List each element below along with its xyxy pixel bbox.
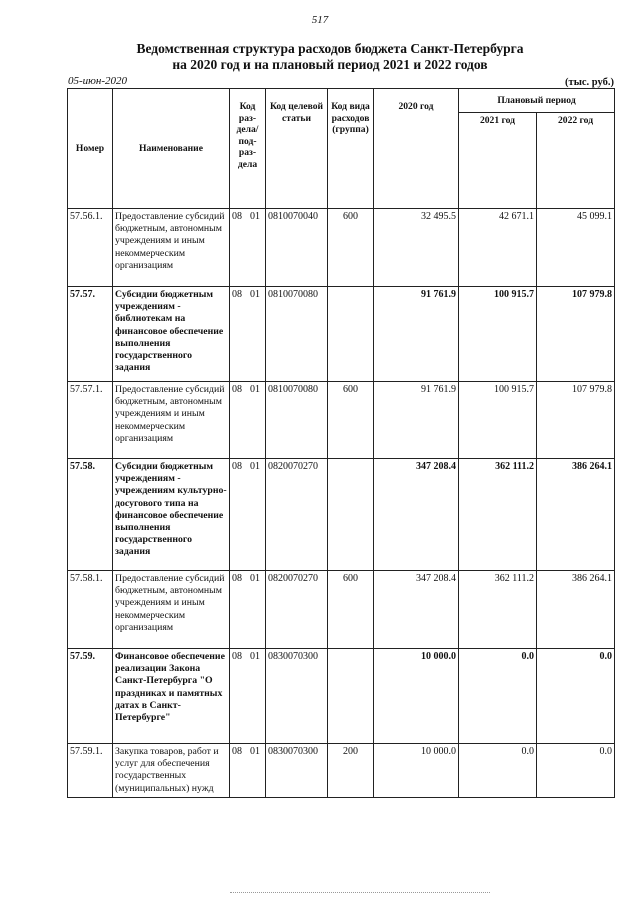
row-value-2021: 362 111.2	[459, 459, 537, 571]
row-subsection: 01	[250, 289, 260, 300]
row-section: 08	[232, 461, 242, 472]
table-row	[68, 744, 615, 798]
table-row	[68, 209, 615, 287]
row-value-2020: 91 761.9	[374, 382, 459, 459]
row-value-2020: 347 208.4	[374, 571, 459, 649]
row-section-code	[230, 649, 266, 744]
row-number: 57.56.1.	[68, 209, 113, 287]
document-date: 05-июн-2020	[68, 75, 128, 87]
row-value-2022: 0.0	[537, 744, 615, 798]
row-value-2022: 45 099.1	[537, 209, 615, 287]
row-name: Закупка товаров, работ и услуг для обеспечения государственных (муниципальных) нужд	[113, 744, 230, 798]
row-name: Предоставление субсидий бюджетным, автономным учреждениям и иным некоммерческим организациям	[113, 209, 230, 287]
row-value-2020: 10 000.0	[374, 649, 459, 744]
row-expense-type: 200	[328, 744, 374, 798]
row-target-code: 0810070080	[266, 382, 328, 459]
header-number: Номер	[68, 89, 113, 209]
header-section-code: Код раз-дела/ под-раз-дела	[230, 89, 266, 209]
row-value-2022: 107 979.8	[537, 287, 615, 382]
row-section-code	[230, 382, 266, 459]
row-subsection: 01	[250, 746, 260, 757]
header-year-2022: 2022 год	[537, 113, 615, 209]
table-row	[68, 649, 615, 744]
row-subsection: 01	[250, 573, 260, 584]
row-expense-type	[328, 459, 374, 571]
row-subsection: 01	[250, 461, 260, 472]
row-expense-type	[328, 649, 374, 744]
units-label: (тыс. руб.)	[565, 77, 614, 88]
row-section: 08	[232, 651, 242, 662]
table-row	[68, 571, 615, 649]
header-year-2021: 2021 год	[459, 113, 537, 209]
row-number: 57.58.	[68, 459, 113, 571]
budget-table	[67, 88, 615, 798]
row-target-code: 0820070270	[266, 459, 328, 571]
row-value-2021: 0.0	[459, 649, 537, 744]
header-expense-type-code: Код вида расходов (группа)	[328, 89, 374, 209]
row-expense-type: 600	[328, 209, 374, 287]
row-section-code	[230, 744, 266, 798]
row-section: 08	[232, 746, 242, 757]
row-name: Финансовое обеспечение реализации Закона Санкт-Петербурга "О праздниках и памятных датах в Санкт-Петербурге"	[113, 649, 230, 744]
row-subsection: 01	[250, 384, 260, 395]
row-value-2021: 100 915.7	[459, 382, 537, 459]
row-number: 57.59.	[68, 649, 113, 744]
header-year-2020: 2020 год	[374, 89, 459, 209]
row-section-code	[230, 287, 266, 382]
row-name: Субсидии бюджетным учреждениям - библиотекам на финансовое обеспечение выполнения государственного задания	[113, 287, 230, 382]
table-row	[68, 459, 615, 571]
row-expense-type: 600	[328, 382, 374, 459]
table-header	[68, 89, 615, 209]
row-value-2021: 100 915.7	[459, 287, 537, 382]
table-body	[68, 209, 615, 798]
row-section: 08	[232, 384, 242, 395]
row-number: 57.57.	[68, 287, 113, 382]
row-target-code: 0810070040	[266, 209, 328, 287]
table-row	[68, 382, 615, 459]
row-subsection: 01	[250, 211, 260, 222]
header-target-code: Код целевой статьи	[266, 89, 328, 209]
row-target-code: 0820070270	[266, 571, 328, 649]
row-value-2021: 42 671.1	[459, 209, 537, 287]
row-value-2022: 386 264.1	[537, 571, 615, 649]
row-value-2020: 91 761.9	[374, 287, 459, 382]
table-row	[68, 287, 615, 382]
row-value-2022: 386 264.1	[537, 459, 615, 571]
row-value-2021: 0.0	[459, 744, 537, 798]
footer-scan-artifact	[230, 892, 490, 895]
row-expense-type	[328, 287, 374, 382]
row-number: 57.58.1.	[68, 571, 113, 649]
row-name: Субсидии бюджетным учреждениям - учреждениям культурно-досугового типа на финансовое обеспечение выполнения государственного задания	[113, 459, 230, 571]
row-section: 08	[232, 211, 242, 222]
row-number: 57.59.1.	[68, 744, 113, 798]
row-value-2020: 10 000.0	[374, 744, 459, 798]
row-subsection: 01	[250, 651, 260, 662]
row-target-code: 0830070300	[266, 649, 328, 744]
row-section-code	[230, 459, 266, 571]
row-section: 08	[232, 289, 242, 300]
row-target-code: 0830070300	[266, 744, 328, 798]
page-number: 517	[311, 14, 329, 26]
row-value-2022: 0.0	[537, 649, 615, 744]
row-section-code	[230, 571, 266, 649]
row-name: Предоставление субсидий бюджетным, автономным учреждениям и иным некоммерческим организациям	[113, 382, 230, 459]
row-value-2021: 362 111.2	[459, 571, 537, 649]
row-number: 57.57.1.	[68, 382, 113, 459]
row-section: 08	[232, 573, 242, 584]
header-planned-period: Плановый период	[459, 89, 615, 113]
title-line-2: на 2020 год и на плановый период 2021 и 2022 годов	[172, 57, 488, 72]
row-target-code: 0810070080	[266, 287, 328, 382]
header-name: Наименование	[113, 89, 230, 209]
row-value-2020: 347 208.4	[374, 459, 459, 571]
row-name: Предоставление субсидий бюджетным, автономным учреждениям и иным некоммерческим организациям	[113, 571, 230, 649]
row-section-code	[230, 209, 266, 287]
row-expense-type: 600	[328, 571, 374, 649]
row-value-2022: 107 979.8	[537, 382, 615, 459]
title-line-1: Ведомственная структура расходов бюджета Санкт-Петербурга	[136, 41, 524, 56]
row-value-2020: 32 495.5	[374, 209, 459, 287]
document-title	[40, 41, 620, 73]
